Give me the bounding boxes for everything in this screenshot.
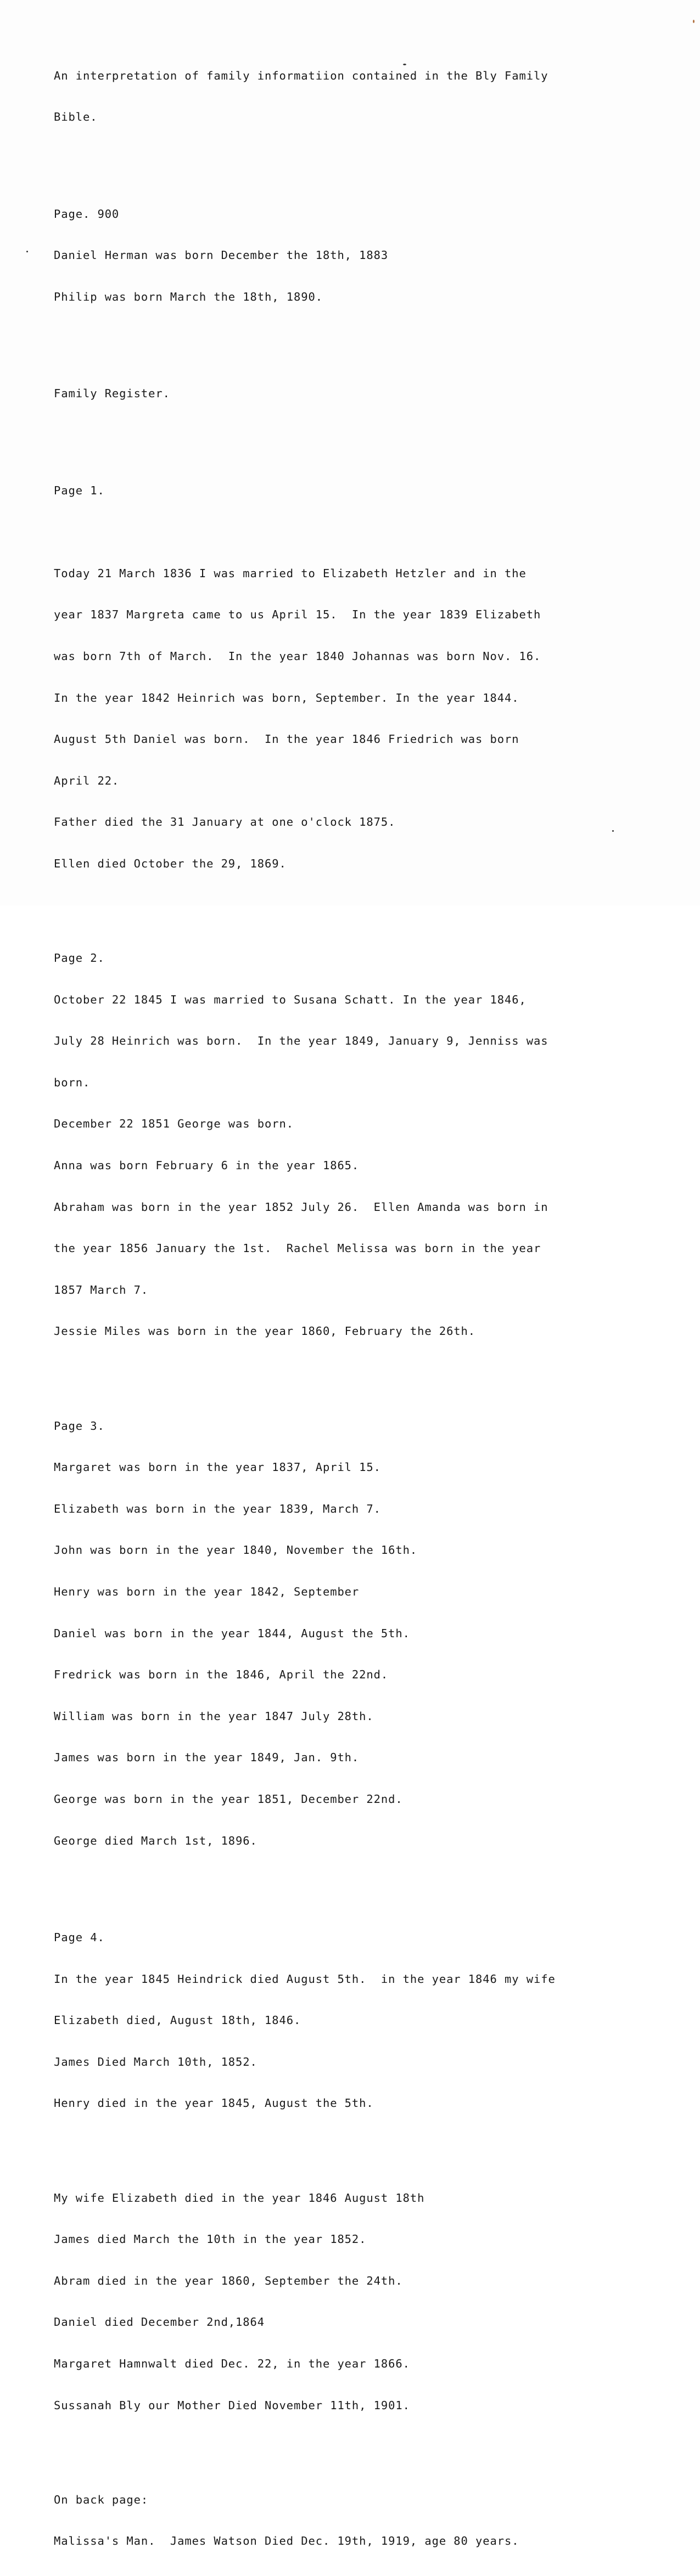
back-page-heading: On back page: xyxy=(54,2493,149,2506)
scan-speck xyxy=(26,251,28,252)
entry-line: Daniel died December 2nd,1864 xyxy=(54,2315,265,2329)
entry-line: Fredrick was born in the 1846, April the 22nd. xyxy=(54,1668,389,1682)
section-heading-page3: Page 3. xyxy=(54,1419,105,1433)
entry-line: George was born in the year 1851, December 22nd. xyxy=(54,1793,403,1806)
entry-line: James was born in the year 1849, Jan. 9th. xyxy=(54,1751,360,1765)
scan-speck xyxy=(403,64,406,65)
entry-line: Margaret Hamnwalt died Dec. 22, in the year 1866. xyxy=(54,2357,410,2370)
section-heading-page4: Page 4. xyxy=(54,1930,105,1944)
entry-line: James Died March 10th, 1852. xyxy=(54,2055,257,2068)
entry-line: was born 7th of March. In the year 1840 Johannas was born Nov. 16. xyxy=(54,649,541,663)
family-register-heading: Family Register. xyxy=(54,387,170,401)
entry-line: George died March 1st, 1896. xyxy=(54,1834,257,1847)
entry-line: August 5th Daniel was born. In the year 1846 Friedrich was born xyxy=(54,732,519,746)
entry-line: In the year 1845 Heindrick died August 5th. in the year 1846 my wife xyxy=(54,1972,556,1986)
section-heading-page900: Page. 900 xyxy=(54,207,120,221)
intro-line: An interpretation of family informatiion contained in the Bly Family xyxy=(54,69,548,82)
entry-line: Daniel was born in the year 1844, August the 5th. xyxy=(54,1626,410,1640)
entry-line: Elizabeth was born in the year 1839, March 7. xyxy=(54,1502,381,1515)
entry-line: In the year 1842 Heinrich was born, September. In the year 1844. xyxy=(54,691,519,704)
section-heading-page1: Page 1. xyxy=(54,483,105,497)
scan-speck xyxy=(693,20,695,23)
entry-line: Henry died in the year 1845, August the 5th. xyxy=(54,2096,374,2110)
entry-line: Today 21 March 1836 I was married to Elizabeth Hetzler and in the xyxy=(54,566,527,580)
entry-line: December 22 1851 George was born. xyxy=(54,1117,294,1131)
entry-line: Jessie Miles was born in the year 1860, February the 26th. xyxy=(54,1324,476,1338)
entry-line: Margaret was born in the year 1837, April 15. xyxy=(54,1461,381,1474)
entry-line: Ellen died October the 29, 1869. xyxy=(54,856,287,870)
entry-line: Abram died in the year 1860, September the 24th. xyxy=(54,2274,403,2287)
document-body xyxy=(54,27,685,2576)
entry-line: James died March the 10th in the year 1852. xyxy=(54,2233,367,2246)
entry-line: Sussanah Bly our Mother Died November 11th, 1901. xyxy=(54,2398,410,2412)
scan-speck xyxy=(612,830,614,832)
entry-line: Henry was born in the year 1842, September xyxy=(54,1585,360,1599)
entry-line: Father died the 31 January at one o'clock 1875. xyxy=(54,815,396,829)
entry-line: Philip was born March the 18th, 1890. xyxy=(54,290,323,303)
entry-line: October 22 1845 I was married to Susana Schatt. In the year 1846, xyxy=(54,993,527,1006)
entry-line: Malissa's Man. James Watson Died Dec. 19th, 1919, age 80 years. xyxy=(54,2534,519,2548)
entry-line: John was born in the year 1840, November the 16th. xyxy=(54,1543,418,1557)
intro-line: Bible. xyxy=(54,110,98,124)
entry-line: Anna was born February 6 in the year 1865. xyxy=(54,1159,360,1173)
entry-line: Daniel Herman was born December the 18th, 1883 xyxy=(54,249,389,262)
entry-line: 1857 March 7. xyxy=(54,1283,149,1297)
entry-line: My wife Elizabeth died in the year 1846 August 18th xyxy=(54,2191,425,2205)
entry-line: born. xyxy=(54,1075,91,1089)
entry-line: the year 1856 January the 1st. Rachel Melissa was born in the year xyxy=(54,1242,541,1255)
entry-line: William was born in the year 1847 July 28th. xyxy=(54,1709,374,1723)
entry-line: Abraham was born in the year 1852 July 26. Ellen Amanda was born in xyxy=(54,1200,548,1214)
entry-line: Elizabeth died, August 18th, 1846. xyxy=(54,2014,301,2027)
entry-line: April 22. xyxy=(54,774,120,787)
section-heading-page2: Page 2. xyxy=(54,951,105,965)
entry-line: year 1837 Margreta came to us April 15. In the year 1839 Elizabeth xyxy=(54,608,541,622)
entry-line: July 28 Heinrich was born. In the year 1849, January 9, Jenniss was xyxy=(54,1034,548,1048)
